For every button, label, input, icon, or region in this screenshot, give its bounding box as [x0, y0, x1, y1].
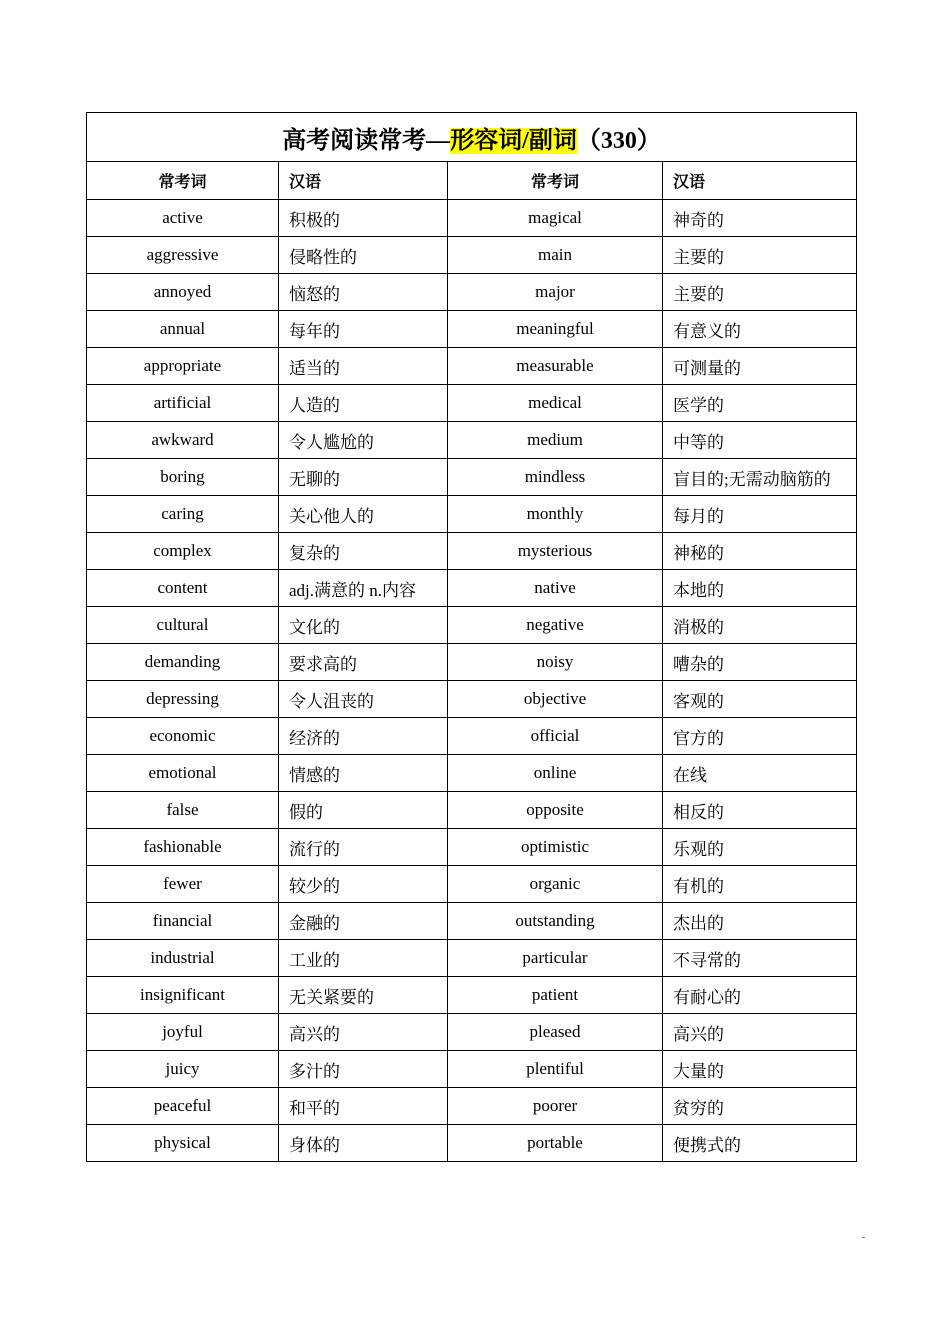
meaning-cell-2: 中等的: [663, 422, 857, 459]
word-cell-2: medium: [448, 422, 663, 459]
table-row: [87, 200, 857, 237]
word-cell-2: portable: [448, 1125, 663, 1162]
word-cell-1: aggressive: [87, 237, 279, 274]
meaning-cell-2: 神奇的: [663, 200, 857, 237]
word-cell-2: major: [448, 274, 663, 311]
title-prefix: 高考阅读常考—: [282, 127, 451, 154]
word-cell-1: cultural: [87, 607, 279, 644]
meaning-cell-1: 工业的: [279, 940, 448, 977]
word-cell-2: measurable: [448, 348, 663, 385]
header-row: [87, 162, 857, 200]
meaning-cell-2: 有意义的: [663, 311, 857, 348]
table-row: [87, 459, 857, 496]
word-cell-2: particular: [448, 940, 663, 977]
meaning-cell-2: 大量的: [663, 1051, 857, 1088]
word-cell-2: magical: [448, 200, 663, 237]
table-row: [87, 607, 857, 644]
meaning-cell-2: 医学的: [663, 385, 857, 422]
word-cell-2: organic: [448, 866, 663, 903]
table-row: [87, 422, 857, 459]
word-cell-1: fashionable: [87, 829, 279, 866]
table-row: [87, 755, 857, 792]
header-meaning-1: 汉语: [279, 162, 448, 200]
word-cell-1: depressing: [87, 681, 279, 718]
table-row: [87, 792, 857, 829]
word-cell-1: appropriate: [87, 348, 279, 385]
word-cell-2: optimistic: [448, 829, 663, 866]
meaning-cell-2: 在线: [663, 755, 857, 792]
meaning-cell-2: 可测量的: [663, 348, 857, 385]
word-cell-1: boring: [87, 459, 279, 496]
page-mark: -: [862, 1232, 866, 1243]
word-cell-1: demanding: [87, 644, 279, 681]
word-cell-2: meaningful: [448, 311, 663, 348]
word-cell-2: pleased: [448, 1014, 663, 1051]
table-row: [87, 829, 857, 866]
meaning-cell-2: 主要的: [663, 274, 857, 311]
meaning-cell-2: 有机的: [663, 866, 857, 903]
word-cell-1: joyful: [87, 1014, 279, 1051]
meaning-cell-2: 便携式的: [663, 1125, 857, 1162]
word-cell-2: poorer: [448, 1088, 663, 1125]
word-cell-1: annoyed: [87, 274, 279, 311]
meaning-cell-1: 每年的: [279, 311, 448, 348]
word-cell-2: main: [448, 237, 663, 274]
meaning-cell-2: 本地的: [663, 570, 857, 607]
meaning-cell-2: 杰出的: [663, 903, 857, 940]
meaning-cell-1: 多汁的: [279, 1051, 448, 1088]
table-row: [87, 496, 857, 533]
meaning-cell-2: 盲目的;无需动脑筋的: [663, 459, 857, 496]
table-row: [87, 348, 857, 385]
word-cell-2: opposite: [448, 792, 663, 829]
table-row: [87, 903, 857, 940]
word-cell-1: false: [87, 792, 279, 829]
table-row: [87, 940, 857, 977]
word-cell-1: peaceful: [87, 1088, 279, 1125]
word-cell-1: artificial: [87, 385, 279, 422]
meaning-cell-2: 高兴的: [663, 1014, 857, 1051]
table-row: [87, 1088, 857, 1125]
meaning-cell-1: 令人沮丧的: [279, 681, 448, 718]
table-row: [87, 274, 857, 311]
meaning-cell-1: 适当的: [279, 348, 448, 385]
meaning-cell-1: 金融的: [279, 903, 448, 940]
meaning-cell-2: 主要的: [663, 237, 857, 274]
meaning-cell-2: 嘈杂的: [663, 644, 857, 681]
table-row: [87, 681, 857, 718]
table-row: [87, 533, 857, 570]
title-row: [87, 113, 857, 162]
word-cell-1: industrial: [87, 940, 279, 977]
table-row: [87, 644, 857, 681]
table-row: [87, 570, 857, 607]
header-word-1: 常考词: [87, 162, 279, 200]
word-cell-2: medical: [448, 385, 663, 422]
meaning-cell-1: 恼怒的: [279, 274, 448, 311]
word-cell-2: official: [448, 718, 663, 755]
meaning-cell-1: 经济的: [279, 718, 448, 755]
word-cell-1: emotional: [87, 755, 279, 792]
meaning-cell-2: 每月的: [663, 496, 857, 533]
table-row: [87, 385, 857, 422]
word-cell-1: active: [87, 200, 279, 237]
meaning-cell-1: 文化的: [279, 607, 448, 644]
meaning-cell-2: 神秘的: [663, 533, 857, 570]
word-cell-1: insignificant: [87, 977, 279, 1014]
meaning-cell-1: 要求高的: [279, 644, 448, 681]
meaning-cell-1: 复杂的: [279, 533, 448, 570]
meaning-cell-1: 身体的: [279, 1125, 448, 1162]
table-row: [87, 866, 857, 903]
meaning-cell-1: 关心他人的: [279, 496, 448, 533]
table-row: [87, 1014, 857, 1051]
meaning-cell-2: 客观的: [663, 681, 857, 718]
meaning-cell-2: 乐观的: [663, 829, 857, 866]
word-cell-2: mysterious: [448, 533, 663, 570]
meaning-cell-2: 官方的: [663, 718, 857, 755]
meaning-cell-2: 消极的: [663, 607, 857, 644]
table-row: [87, 311, 857, 348]
word-cell-1: awkward: [87, 422, 279, 459]
word-cell-1: economic: [87, 718, 279, 755]
word-cell-2: online: [448, 755, 663, 792]
meaning-cell-1: 积极的: [279, 200, 448, 237]
word-cell-2: native: [448, 570, 663, 607]
meaning-cell-1: 高兴的: [279, 1014, 448, 1051]
meaning-cell-1: 无关紧要的: [279, 977, 448, 1014]
title-suffix: （330）: [576, 127, 661, 154]
word-cell-1: juicy: [87, 1051, 279, 1088]
word-cell-2: patient: [448, 977, 663, 1014]
meaning-cell-1: 假的: [279, 792, 448, 829]
word-cell-1: physical: [87, 1125, 279, 1162]
word-cell-2: mindless: [448, 459, 663, 496]
word-cell-2: negative: [448, 607, 663, 644]
table-row: [87, 237, 857, 274]
title-highlight: 形容词/副词: [450, 127, 577, 154]
meaning-cell-2: 有耐心的: [663, 977, 857, 1014]
vocabulary-table: [86, 112, 857, 1162]
table-row: [87, 1125, 857, 1162]
word-cell-2: objective: [448, 681, 663, 718]
meaning-cell-1: 和平的: [279, 1088, 448, 1125]
meaning-cell-1: 流行的: [279, 829, 448, 866]
meaning-cell-1: 令人尴尬的: [279, 422, 448, 459]
header-word-2: 常考词: [448, 162, 663, 200]
table-row: [87, 1051, 857, 1088]
meaning-cell-2: 不寻常的: [663, 940, 857, 977]
word-cell-1: content: [87, 570, 279, 607]
word-cell-2: noisy: [448, 644, 663, 681]
word-cell-1: financial: [87, 903, 279, 940]
meaning-cell-1: 人造的: [279, 385, 448, 422]
word-cell-2: plentiful: [448, 1051, 663, 1088]
meaning-cell-2: 相反的: [663, 792, 857, 829]
meaning-cell-1: adj.满意的 n.内容: [279, 570, 448, 607]
table-row: [87, 977, 857, 1014]
word-cell-1: annual: [87, 311, 279, 348]
meaning-cell-2: 贫穷的: [663, 1088, 857, 1125]
meaning-cell-1: 无聊的: [279, 459, 448, 496]
header-meaning-2: 汉语: [663, 162, 857, 200]
word-cell-1: caring: [87, 496, 279, 533]
meaning-cell-1: 情感的: [279, 755, 448, 792]
table-row: [87, 718, 857, 755]
meaning-cell-1: 较少的: [279, 866, 448, 903]
word-cell-1: complex: [87, 533, 279, 570]
word-cell-2: outstanding: [448, 903, 663, 940]
word-cell-2: monthly: [448, 496, 663, 533]
word-cell-1: fewer: [87, 866, 279, 903]
meaning-cell-1: 侵略性的: [279, 237, 448, 274]
table-title: [87, 113, 857, 162]
